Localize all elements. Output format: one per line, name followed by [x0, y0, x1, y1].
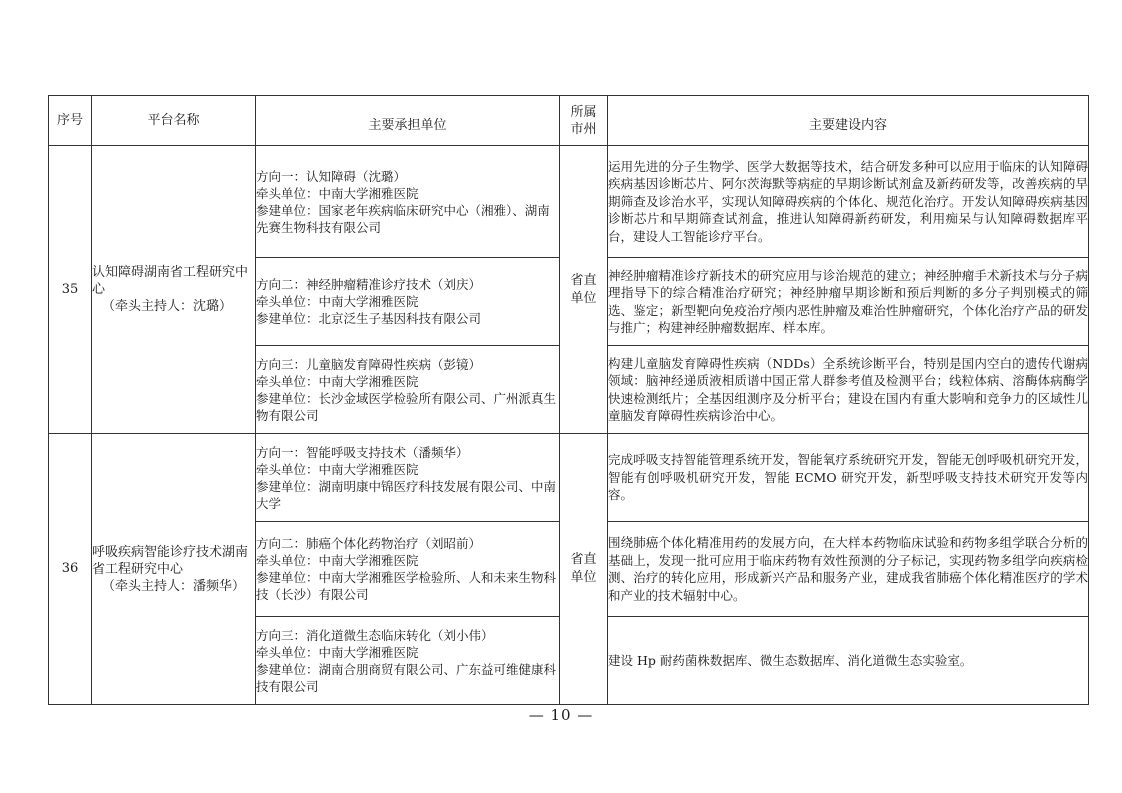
- direction-title: 方向二：肺癌个体化药物治疗（刘昭前）: [256, 536, 482, 551]
- lead-unit: 牵头单位：中南大学湘雅医院: [256, 644, 419, 660]
- table-row: [49, 146, 1089, 258]
- partner-units: 参建单位：湖南合朋商贸有限公司、广东益可维健康科技有限公司: [256, 661, 557, 694]
- city-cell: 省直单位: [560, 434, 608, 705]
- platform-name-cell: [92, 146, 256, 434]
- platform-name-cell: [92, 434, 256, 705]
- header-city: 所属市州: [560, 96, 608, 146]
- direction-title: 方向三：儿童脑发育障碍性疾病（彭镜）: [256, 356, 482, 372]
- direction-title: 方向三：消化道微生态临床转化（刘小伟）: [256, 627, 494, 643]
- direction-unit-cell: [256, 346, 560, 434]
- platform-name: 呼吸疾病智能诊疗技术湖南省工程研究中心: [92, 544, 249, 577]
- header-platform: 平台名称: [92, 96, 256, 146]
- city-cell: 省直单位: [560, 146, 608, 434]
- direction-title: 方向二：神经肿瘤精准诊疗技术（刘庆）: [256, 277, 482, 292]
- platform-host: （牵头主持人：潘频华）: [102, 578, 246, 594]
- direction-title: 方向一：认知障碍（沈璐）: [256, 168, 407, 184]
- construction-content: 神经肿瘤精准诊疗新技术的研究应用与诊治规范的建立；神经肿瘤手术新技术与分子病理指导下的综合精准治疗研究；神经肿瘤早期诊断和预后判断的多分子判别模式的筛选、鉴定；新型靶向免疫治疗颅内恶性肿瘤及难治性肿瘤研究，个体化治疗产品的研发与推广；构建神经肿瘤数据库、样本库。: [608, 258, 1089, 346]
- construction-content: 构建儿童脑发育障碍性疾病（NDDs）全系统诊断平台，特别是国内空白的遗传代谢病领域：脑神经递质液相质谱中国正常人群参考值及检测平台；线粒体病、溶酶体病酶学快速检测纸片；全基因组测序及分析平台；建设在国内有重大影响和竞争力的区域性儿童脑发育障碍性疾病诊治中心。: [608, 346, 1089, 434]
- direction-unit-cell: [256, 434, 560, 522]
- table-row: [49, 434, 1089, 522]
- partner-units: 参建单位：长沙金域医学检验所有限公司、广州派真生物有限公司: [256, 390, 557, 423]
- lead-unit: 牵头单位：中南大学湘雅医院: [256, 373, 419, 389]
- header-row: [49, 96, 1089, 146]
- construction-content: 建设 Hp 耐药菌株数据库、微生态数据库、消化道微生态实验室。: [608, 617, 1089, 705]
- partner-units: 参建单位：国家老年疾病临床研究中心（湘雅）、湖南先赛生物科技有限公司: [256, 202, 550, 235]
- direction-unit-cell: [256, 146, 560, 258]
- project-table: [48, 95, 1089, 705]
- construction-content: 完成呼吸支持智能管理系统开发，智能氧疗系统研究开发，智能无创呼吸机研究开发，智能有创呼吸机研究开发，智能 ECMO 研究开发，新型呼吸支持技术研究开发等内容。: [608, 434, 1089, 522]
- header-unit: 主要承担单位: [256, 96, 560, 146]
- row-number: 35: [49, 146, 92, 434]
- partner-units: 参建单位：中南大学湘雅医学检验所、人和未来生物科技（长沙）有限公司: [256, 570, 557, 602]
- partner-units: 参建单位：北京泛生子基因科技有限公司: [256, 311, 482, 326]
- construction-content: 围绕肺癌个体化精准用药的发展方向，在大样本药物临床试验和药物多组学联合分析的基础上，发现一批可应用于临床药物有效性预测的分子标记，实现药物多组学向疾病检测、治疗的转化应用，形成新兴产品和服务产业，建成我省肺癌个体化精准医疗的学术和产业的技术辐射中心。: [608, 522, 1089, 617]
- lead-unit: 牵头单位：中南大学湘雅医院: [256, 553, 419, 568]
- header-content: 主要建设内容: [608, 96, 1089, 146]
- platform-host: （牵头主持人：沈璐）: [102, 299, 233, 314]
- construction-content: 运用先进的分子生物学、医学大数据等技术，结合研发多种可以应用于临床的认知障碍疾病基因诊断芯片、阿尔茨海默等病症的早期诊断试剂盒及新药研发等，改善疾病的早期筛查及诊治水平，实现认知障碍疾病的个体化、规范化治疗。开发认知障碍疾病基因诊断芯片和早期筛查试剂盒，推进认知障碍新药研发，利用痴呆与认知障碍数据库平台，建设人工智能诊疗平台。: [608, 146, 1089, 258]
- lead-unit: 牵头单位：中南大学湘雅医院: [256, 461, 419, 477]
- platform-name: 认知障碍湖南省工程研究中心: [92, 265, 249, 297]
- row-number: 36: [49, 434, 92, 705]
- direction-title: 方向一：智能呼吸支持技术（潘频华）: [256, 444, 469, 460]
- direction-unit-cell: [256, 522, 560, 617]
- partner-units: 参建单位：湖南明康中锦医疗科技发展有限公司、中南大学: [256, 478, 557, 511]
- direction-unit-cell: [256, 258, 560, 346]
- header-num: 序号: [49, 96, 92, 146]
- direction-unit-cell: [256, 617, 560, 705]
- lead-unit: 牵头单位：中南大学湘雅医院: [256, 294, 419, 309]
- lead-unit: 牵头单位：中南大学湘雅医院: [256, 185, 419, 201]
- page-number: — 10 —: [528, 706, 594, 724]
